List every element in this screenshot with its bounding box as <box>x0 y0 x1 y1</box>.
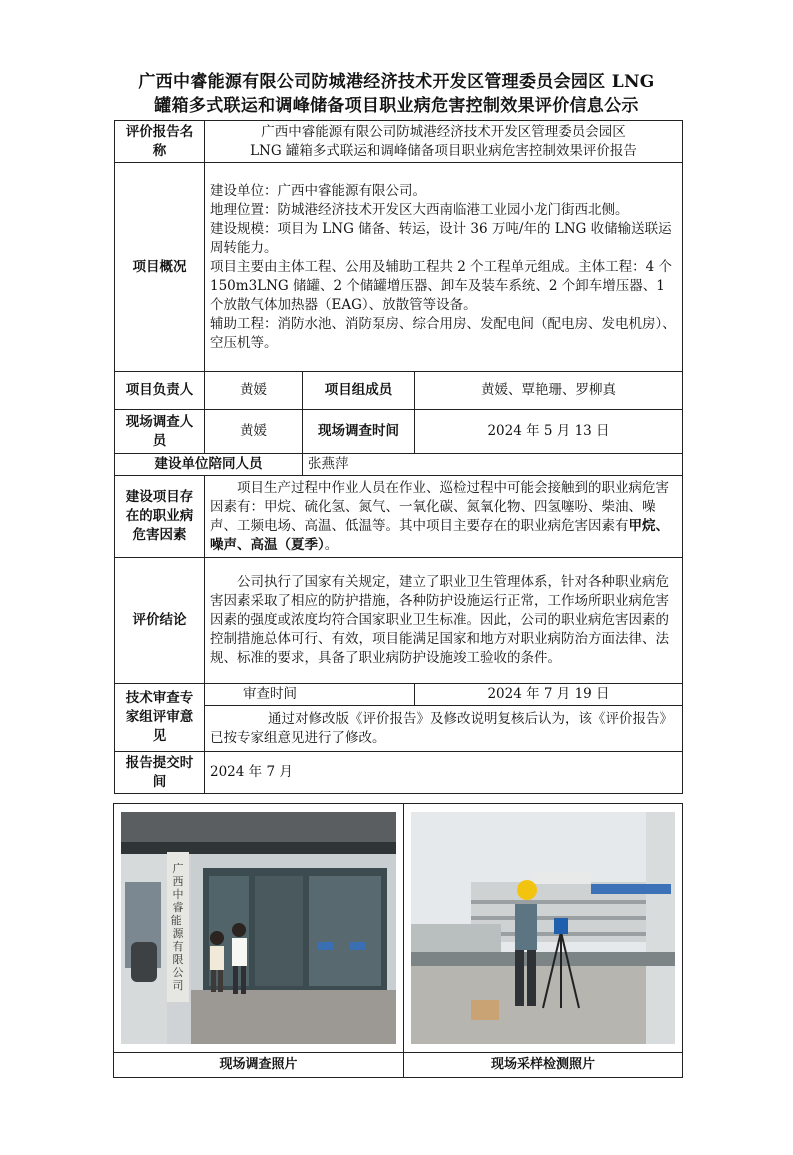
conclusion-text: 公司执行了国家有关规定，建立了职业卫生管理体系，针对各种职业病危害因素采取了相应的防护措施，各种防护设施运行正常，工作场所职业病危害因素的强度或浓度均符合国家职业卫生标准。因此，公司的职业病危害因素的控制措施总体可行、有效，项目能满足国家和地方对职业病防治方面法律、法规、标准的要求，具备了职业病防护设施竣工验收的条件。 <box>210 574 669 666</box>
overview-label: 项目概况 <box>115 163 205 372</box>
report-name-label: 评价报告名称 <box>115 121 205 163</box>
sampling-photo <box>411 812 675 1044</box>
row-submit <box>115 752 683 794</box>
sampling-photo-caption: 现场采样检测照片 <box>404 1053 683 1078</box>
survey-time-label: 现场调查时间 <box>303 410 415 454</box>
report-name-value <box>205 121 683 163</box>
members-value: 黄媛、覃艳珊、罗柳真 <box>415 372 683 410</box>
info-table <box>114 120 683 794</box>
row-survey <box>115 410 683 454</box>
hazards-label: 建设项目存在的职业病危害因素 <box>115 476 205 558</box>
overview-scale: 建设规模：项目为 LNG 储备、转运，设计 36 万吨/年的 LNG 收储输送联运周转能力。 <box>210 220 672 256</box>
members-label: 项目组成员 <box>303 372 415 410</box>
hazards-value <box>205 476 683 558</box>
conclusion-value <box>205 558 683 684</box>
leader-value: 黄媛 <box>205 372 303 410</box>
row-report-name <box>115 121 683 163</box>
floor <box>191 990 396 1044</box>
overview-composition: 项目主要由主体工程、公用及辅助工程共 2 个工程单元组成。主体工程：4 个 150m3LNG 储罐、2 个储罐增压器、卸车及装车系统、2 个卸车增压器、1 个放散气体加热器（EAG）、放散管等设备。 <box>210 258 673 313</box>
review-time-label: 审查时间 <box>205 684 415 706</box>
document-title <box>100 70 693 118</box>
leader-label: 项目负责人 <box>115 372 205 410</box>
hard-hat <box>517 880 537 900</box>
submit-value: 2024 年 7 月 <box>205 752 683 794</box>
overview-location: 地理位置：防城港经济技术开发区大西南临港工业园小龙门街西北侧。 <box>210 201 629 218</box>
escort-label: 建设单位陪同人员 <box>115 454 303 476</box>
title-line-1: 广西中睿能源有限公司防城港经济技术开发区管理委员会园区 LNG <box>138 72 655 92</box>
overview-unit: 建设单位：广西中睿能源有限公司。 <box>210 182 426 199</box>
survey-label: 现场调查人员 <box>115 410 205 454</box>
hazards-end: 。 <box>324 536 339 553</box>
report-name-line-1: 广西中睿能源有限公司防城港经济技术开发区管理委员会园区 <box>261 123 626 140</box>
hazards-main: 甲烷、噪声、高温（夏季） <box>210 517 669 553</box>
conclusion-label: 评价结论 <box>115 558 205 684</box>
ground <box>411 962 675 1044</box>
review-time-value: 2024 年 7 月 19 日 <box>415 684 683 706</box>
survey-photo-cell <box>114 804 404 1053</box>
row-hazards <box>115 476 683 558</box>
sampling-photo-cell <box>404 804 683 1053</box>
building-sign: 广西中睿能 源有限公司 <box>170 862 184 992</box>
title-line-2: 罐箱多式联运和调峰储备项目职业病危害控制效果评价信息公示 <box>154 96 639 116</box>
row-conclusion <box>115 558 683 684</box>
row-review-time <box>115 684 683 706</box>
survey-time-value: 2024 年 5 月 13 日 <box>415 410 683 454</box>
overview-value <box>205 163 683 372</box>
row-escort <box>115 454 683 476</box>
hazards-text-body: 项目生产过程中作业人员在作业、巡检过程中可能会接触到的职业病危害因素有：甲烷、硫化氢、氮气、一氧化碳、氮氧化物、四氢噻吩、柴油、噪声、工频电场、高温、低温等。其中项目主要存在的职业病危害因素有 <box>210 479 669 534</box>
review-label: 技术审查专家组评审意见 <box>115 684 205 752</box>
photo-table <box>113 803 683 1078</box>
row-leader <box>115 372 683 410</box>
submit-label: 报告提交时间 <box>115 752 205 794</box>
overview-auxiliary: 辅助工程：消防水池、消防泵房、综合用房、发配电间（配电房、发电机房）、空压机等。 <box>210 315 676 351</box>
survey-photo-caption: 现场调查照片 <box>114 1053 404 1078</box>
review-opinion <box>205 706 683 752</box>
escort-value: 张燕萍 <box>303 454 683 476</box>
row-overview <box>115 163 683 372</box>
survey-photo <box>121 812 396 1044</box>
report-name-line-2: LNG 罐箱多式联运和调峰储备项目职业病危害控制效果评价报告 <box>250 142 637 159</box>
survey-value: 黄媛 <box>205 410 303 454</box>
review-opinion-text: 通过对修改版《评价报告》及修改说明复核后认为，该《评价报告》已按专家组意见进行了修改。 <box>210 710 674 746</box>
hazards-text <box>210 479 677 555</box>
